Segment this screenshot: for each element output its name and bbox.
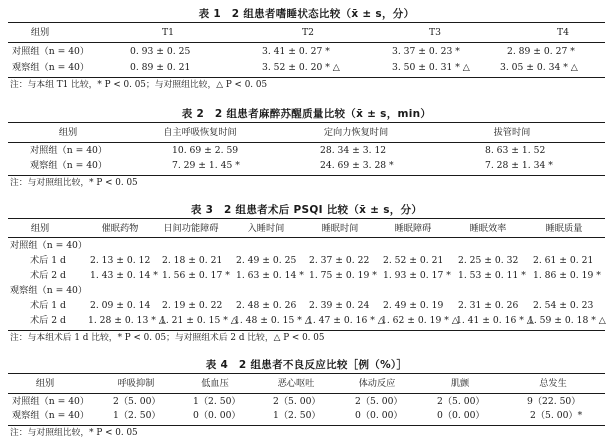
- table3-g2r1-c1: 2. 09 ± 0. 14: [90, 300, 151, 311]
- table4-bottom-rule: [8, 425, 605, 426]
- table2-row1-breathing: 10. 69 ± 2. 59: [172, 145, 239, 156]
- table4-row1-total: 9（22. 50）: [527, 396, 581, 407]
- table3-g2r1-c2: 2. 19 ± 0. 22: [162, 300, 223, 311]
- table4-header-movement: 体动反应: [358, 378, 396, 389]
- table3-header-quality: 睡眠质量: [545, 223, 583, 234]
- table3-bottom-rule: [8, 330, 605, 331]
- table3-header-group: 组别: [30, 223, 50, 234]
- table4-row2-group: 观察组（n = 40）: [12, 410, 90, 421]
- table3-note: 注：与本组术后 1 d 比较，* P < 0. 05；与对照组术后 2 d 比较，△ P < 0. 05: [10, 333, 325, 343]
- table3-header-sleep-time: 睡眠时间: [321, 223, 359, 234]
- table4-row1-group: 对照组（n = 40）: [12, 396, 90, 407]
- table2-header-orientation: 定向力恢复时间: [323, 127, 389, 138]
- table2-header-breathing: 自主呼吸恢复时间: [163, 127, 237, 138]
- table3-g2r1-c3: 2. 48 ± 0. 26: [236, 300, 297, 311]
- table1-note: 注：与本组 T1 比较，* P < 0. 05；与对照组比较，△ P < 0. 05: [10, 80, 268, 90]
- table1-bottom-rule: [8, 77, 605, 78]
- table3-g1r1-c6: 2. 25 ± 0. 32: [458, 255, 519, 266]
- table3-header-rule: [8, 237, 605, 238]
- table3-g2r1-c7: 2. 54 ± 0. 23: [533, 300, 594, 311]
- table4-header-nausea: 恶心呕吐: [277, 378, 315, 389]
- table1-top-rule: [8, 22, 605, 23]
- table3-g2r1-c5: 2. 49 ± 0. 19: [383, 300, 444, 311]
- table3-g1r1-c7: 2. 61 ± 0. 21: [533, 255, 594, 266]
- table3-g1r2-c7: 1. 86 ± 0. 19 *: [533, 270, 601, 281]
- table3-group1-label: 对照组（n = 40）: [10, 240, 88, 251]
- table3-g2r1-c6: 2. 31 ± 0. 26: [458, 300, 519, 311]
- table3-g2r2-c5: 1. 62 ± 0. 19 * △: [381, 315, 459, 326]
- table3-g1r1-time: 术后 1 d: [30, 255, 66, 266]
- table3-g2r2-c7: 1. 59 ± 0. 18 * △: [528, 315, 606, 326]
- table1-row1-t4: 2. 89 ± 0. 27 *: [507, 46, 575, 57]
- table1-row1-t1: 0. 93 ± 0. 25: [130, 46, 191, 57]
- table2-row2-group: 观察组（n = 40）: [30, 160, 108, 171]
- table4-row1-nausea: 2（5. 00）: [273, 396, 321, 407]
- table1-row1-t3: 3. 37 ± 0. 23 *: [392, 46, 460, 57]
- table4-row2-nausea: 1（2. 50）: [273, 410, 321, 421]
- table3-header-efficiency: 睡眠效率: [469, 223, 507, 234]
- table2-top-rule: [8, 122, 605, 123]
- table3-g2r2-c2: 1. 21 ± 0. 15 * △: [160, 315, 238, 326]
- table4-header-total: 总发生: [539, 378, 567, 389]
- table1-header-t1: T1: [162, 27, 174, 38]
- table3-header-hypnotics: 催眠药物: [101, 223, 139, 234]
- table4-header-hypotension: 低血压: [201, 378, 229, 389]
- table3-g1r2-c3: 1. 63 ± 0. 14 *: [236, 270, 304, 281]
- table4-header-rule: [8, 393, 605, 394]
- table1-row2-t3: 3. 50 ± 0. 31 * △: [392, 62, 470, 73]
- table3-g1r1-c5: 2. 52 ± 0. 21: [383, 255, 444, 266]
- table4-row1-hypotension: 1（2. 50）: [193, 396, 241, 407]
- table3-g2r1-time: 术后 1 d: [30, 300, 66, 311]
- table3-header-disturbance: 睡眠障碍: [394, 223, 432, 234]
- table3-g1r2-time: 术后 2 d: [30, 270, 66, 281]
- table4-row1-resp: 2（5. 00）: [113, 396, 161, 407]
- table2-note: 注：与对照组比较，* P < 0. 05: [10, 178, 138, 188]
- table4-header-group: 组别: [35, 378, 55, 389]
- table1-row2-t2: 3. 52 ± 0. 20 * △: [262, 62, 340, 73]
- table3-g1r2-c2: 1. 56 ± 0. 17 *: [162, 270, 230, 281]
- table4-row2-hypotension: 0（0. 00）: [193, 410, 241, 421]
- table3-g1r2-c4: 1. 75 ± 0. 19 *: [309, 270, 377, 281]
- table2-header-group: 组别: [58, 127, 78, 138]
- table3-g1r2-c6: 1. 53 ± 0. 11 *: [458, 270, 526, 281]
- table1-row2-t1: 0. 89 ± 0. 21: [130, 62, 191, 73]
- table2-bottom-rule: [8, 175, 605, 176]
- table2-row1-extubation: 8. 63 ± 1. 52: [485, 145, 546, 156]
- table3-g2r1-c4: 2. 39 ± 0. 24: [309, 300, 370, 311]
- table3-title: 表 3 2 组患者术后 PSQI 比较（x̄ ± s，分）: [190, 204, 423, 216]
- table4-row2-total: 2（5. 00）*: [530, 410, 583, 421]
- table1-row1-group: 对照组（n = 40）: [12, 46, 90, 57]
- table2-row1-orientation: 28. 34 ± 3. 12: [320, 145, 387, 156]
- table2-row1-group: 对照组（n = 40）: [30, 145, 108, 156]
- table3-g1r1-c2: 2. 18 ± 0. 21: [162, 255, 223, 266]
- table2-title: 表 2 2 组患者麻醉苏醒质量比较（x̄ ± s，min）: [181, 108, 432, 120]
- table2-header-extubation: 拔管时间: [493, 127, 531, 138]
- table3-g1r2-c1: 1. 43 ± 0. 14 *: [90, 270, 158, 281]
- table1-header-rule: [8, 42, 605, 43]
- table1-row1-t2: 3. 41 ± 0. 27 *: [262, 46, 330, 57]
- table4-row2-tremor: 0（0. 00）: [437, 410, 485, 421]
- table4-row2-movement: 0（0. 00）: [355, 410, 403, 421]
- table4-top-rule: [8, 373, 605, 374]
- table4-title: 表 4 2 组患者不良反应比较［例（%）］: [205, 359, 408, 371]
- table2-row2-breathing: 7. 29 ± 1. 45 *: [172, 160, 240, 171]
- table4-header-tremor: 肌颤: [450, 378, 470, 389]
- table3-g2r2-c3: 1. 48 ± 0. 15 * △: [234, 315, 312, 326]
- table4-row2-resp: 1（2. 50）: [113, 410, 161, 421]
- table4-note: 注：与对照组比较，* P < 0. 05: [10, 428, 138, 438]
- table1-header-t3: T3: [429, 27, 441, 38]
- table1-row2-t4: 3. 05 ± 0. 34 * △: [500, 62, 578, 73]
- table3-header-sleep-latency: 入睡时间: [247, 223, 285, 234]
- table1-header-group: 组别: [30, 27, 50, 38]
- table3-top-rule: [8, 218, 605, 219]
- table1-header-t4: T4: [557, 27, 569, 38]
- table1-row2-group: 观察组（n = 40）: [12, 62, 90, 73]
- table3-group2-label: 观察组（n = 40）: [10, 285, 88, 296]
- table1-title: 表 1 2 组患者嗜睡状态比较（x̄ ± s，分）: [198, 8, 415, 20]
- table3-g2r2-c1: 1. 28 ± 0. 13 * △: [88, 315, 166, 326]
- table2-row2-extubation: 7. 28 ± 1. 34 *: [485, 160, 553, 171]
- table3-g2r2-time: 术后 2 d: [30, 315, 66, 326]
- table2-row2-orientation: 24. 69 ± 3. 28 *: [320, 160, 394, 171]
- table3-g1r1-c4: 2. 37 ± 0. 22: [309, 255, 370, 266]
- table2-header-rule: [8, 142, 605, 143]
- table4-header-resp: 呼吸抑制: [117, 378, 155, 389]
- table3-g1r1-c1: 2. 13 ± 0. 12: [90, 255, 151, 266]
- table4-row1-movement: 2（5. 00）: [355, 396, 403, 407]
- table3-header-daytime: 日间功能障碍: [163, 223, 219, 234]
- table1-header-t2: T2: [302, 27, 314, 38]
- table3-g2r2-c6: 1. 41 ± 0. 16 * △: [456, 315, 534, 326]
- table3-g2r2-c4: 1. 47 ± 0. 16 * △: [307, 315, 385, 326]
- table4-row1-tremor: 2（5. 00）: [437, 396, 485, 407]
- table3-g1r1-c3: 2. 49 ± 0. 25: [236, 255, 297, 266]
- table3-g1r2-c5: 1. 93 ± 0. 17 *: [383, 270, 451, 281]
